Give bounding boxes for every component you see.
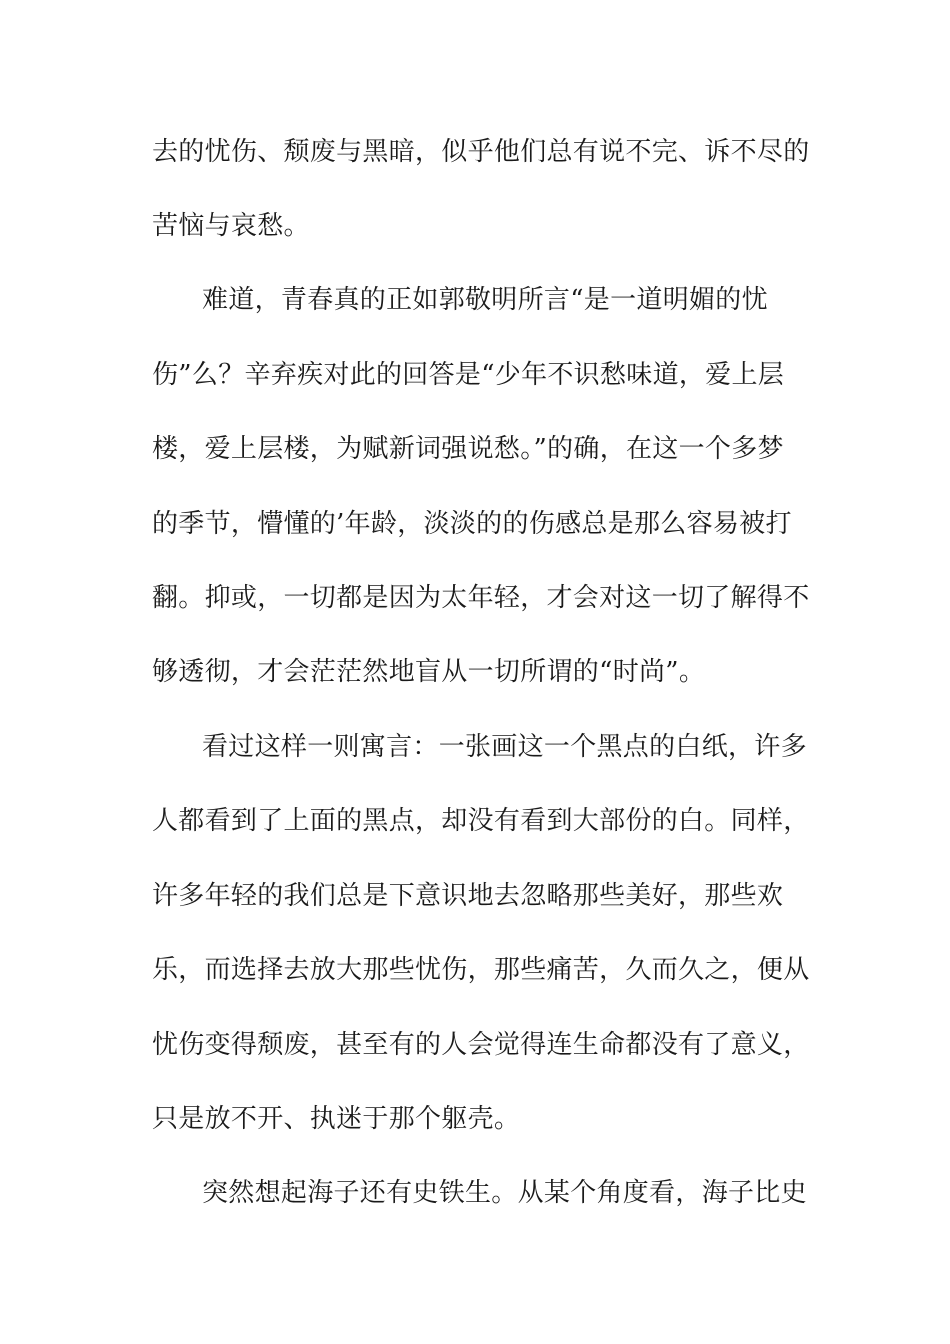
paragraph-first-line: 难道，青春真的正如郭敬明所言“是一道明媚的忧 (202, 285, 768, 315)
text-line: 伤”么？辛弃疾对此的回答是“少年不识愁味道，爱上层 (152, 360, 785, 390)
text-line: 翻。抑或，一切都是因为太年轻，才会对这一切了解得不 (152, 583, 810, 613)
text-line: 人都看到了上面的黑点，却没有看到大部份的白。同样， (152, 806, 810, 836)
paragraph-first-line: 突然想起海子还有史铁生。从某个角度看，海子比史 (202, 1178, 807, 1208)
text-line: 苦恼与哀愁。 (152, 211, 310, 241)
paragraph-first-line: 看过这样一则寓言：一张画这一个黑点的白纸，许多 (202, 732, 807, 762)
text-line: 乐，而选择去放大那些忧伤，那些痛苦，久而久之，便从 (152, 955, 810, 985)
text-line: 够透彻，才会茫茫然地盲从一切所谓的“时尚”。 (152, 657, 706, 687)
text-line: 只是放不开、执迷于那个躯壳。 (152, 1104, 521, 1134)
text-line: 楼，爱上层楼，为赋新词强说愁。”的确，在这一个多梦 (152, 434, 784, 464)
text-line: 许多年轻的我们总是下意识地去忽略那些美好，那些欢 (152, 881, 784, 911)
text-line: 去的忧伤、颓废与黑暗，似乎他们总有说不完、诉不尽的 (152, 137, 810, 167)
text-line: 忧伤变得颓废，甚至有的人会觉得连生命都没有了意义， (152, 1030, 810, 1060)
text-line: 的季节，懵懂的’年龄，淡淡的的伤感总是那么容易被打 (152, 509, 792, 539)
